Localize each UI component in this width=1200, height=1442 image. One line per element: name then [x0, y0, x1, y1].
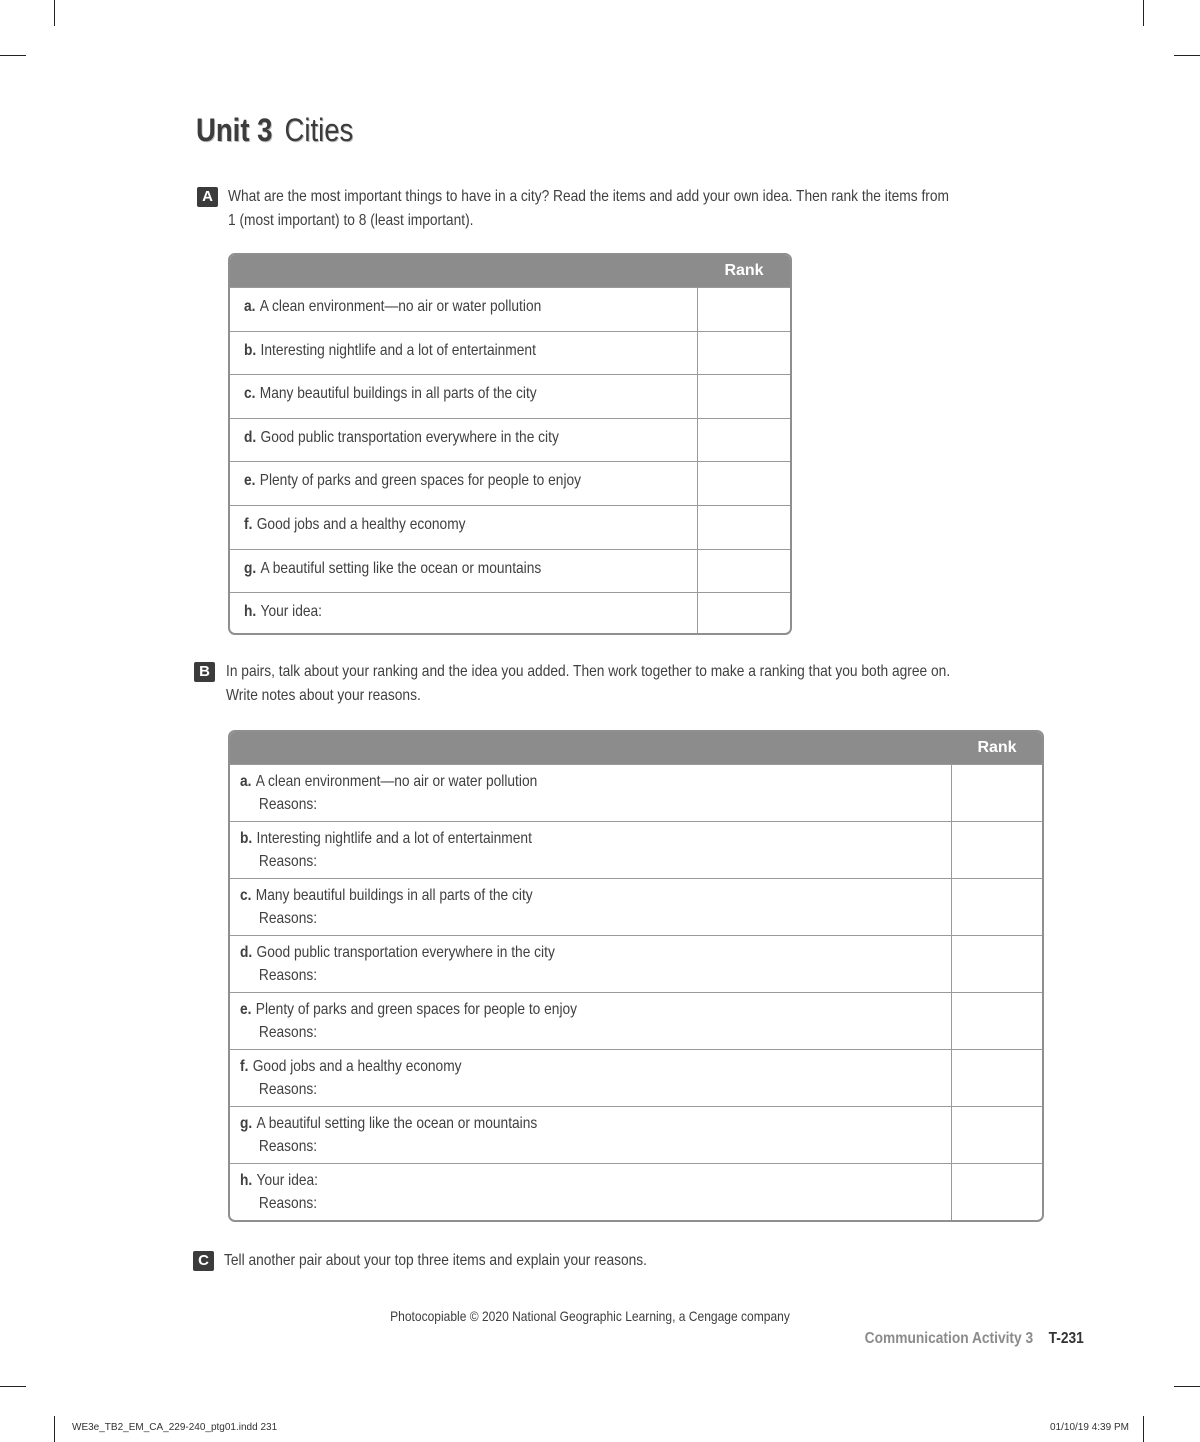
- item-text: [244, 429, 559, 447]
- page-title: [196, 112, 353, 149]
- item-letter: b.: [240, 830, 253, 847]
- item-letter: h.: [244, 603, 257, 621]
- page-footer: [865, 1330, 1084, 1348]
- rank-input-cell[interactable]: [951, 993, 1042, 1049]
- ranking-table-a: [228, 253, 792, 635]
- item-label: Interesting nightlife and a lot of entertainment: [260, 341, 536, 359]
- item-label: Plenty of parks and green spaces for people to enjoy: [259, 472, 582, 490]
- crop-mark: [54, 0, 55, 26]
- item-letter: d.: [240, 944, 253, 961]
- item-letter: f.: [244, 515, 253, 533]
- item-text: [244, 516, 466, 534]
- section-b-badge: B: [194, 662, 215, 682]
- rank-input-cell[interactable]: [951, 822, 1042, 878]
- reasons-label: Reasons:: [258, 796, 318, 813]
- rank-input-cell[interactable]: [697, 550, 790, 593]
- item-label: Plenty of parks and green spaces for people to enjoy: [255, 1001, 578, 1018]
- table-row: [230, 1106, 1042, 1163]
- item-line: [240, 887, 533, 904]
- table-row: [230, 1163, 1042, 1220]
- page-number: T-231: [1048, 1330, 1084, 1347]
- rank-input-cell[interactable]: [697, 462, 790, 505]
- instruction-line: Write notes about your reasons.: [226, 687, 421, 704]
- rank-input-cell[interactable]: [951, 1107, 1042, 1163]
- item-label: A beautiful setting like the ocean or mountains: [256, 1115, 538, 1132]
- rank-input-cell[interactable]: [697, 375, 790, 418]
- item-label: Many beautiful buildings in all parts of the city: [255, 887, 533, 904]
- reasons-label: Reasons:: [258, 1024, 318, 1041]
- item-label: Interesting nightlife and a lot of entertainment: [256, 830, 532, 847]
- rank-input-cell[interactable]: [951, 1164, 1042, 1220]
- crop-mark: [1174, 1386, 1200, 1387]
- item-label: A beautiful setting like the ocean or mountains: [260, 559, 542, 577]
- crop-mark: [0, 55, 26, 56]
- item-text: [244, 560, 541, 578]
- item-letter: a.: [240, 773, 252, 790]
- reasons-label: Reasons:: [258, 1138, 318, 1155]
- rank-input-cell[interactable]: [951, 765, 1042, 821]
- ranking-table-b: [228, 730, 1044, 1222]
- table-row: [230, 1049, 1042, 1106]
- item-letter: e.: [240, 1001, 252, 1018]
- table-row: [230, 287, 790, 331]
- table-header: [230, 732, 1042, 764]
- item-letter: e.: [244, 472, 256, 490]
- table-header: [230, 255, 790, 287]
- instruction-line: What are the most important things to have in a city? Read the items and add your own idea. Then rank the items from: [228, 188, 949, 205]
- item-label: Good public transportation everywhere in the city: [256, 944, 555, 961]
- item-label: Good public transportation everywhere in the city: [260, 428, 559, 446]
- reasons-label: Reasons:: [258, 1195, 318, 1212]
- rank-input-cell[interactable]: [697, 419, 790, 462]
- item-letter: b.: [244, 341, 257, 359]
- rank-input-cell[interactable]: [697, 593, 790, 635]
- table-row: [230, 331, 790, 375]
- item-label: Good jobs and a healthy economy: [252, 1058, 462, 1075]
- section-c-badge: C: [193, 1251, 214, 1271]
- unit-label: Unit 3: [196, 112, 273, 148]
- rank-input-cell[interactable]: [951, 879, 1042, 935]
- item-label: Many beautiful buildings in all parts of the city: [259, 385, 537, 403]
- rank-header: Rank: [977, 739, 1017, 756]
- item-text: [240, 941, 555, 987]
- item-letter: d.: [244, 428, 257, 446]
- rank-header: Rank: [724, 262, 764, 279]
- item-line: [240, 944, 555, 961]
- item-label: Good jobs and a healthy economy: [256, 515, 466, 533]
- instruction-line: In pairs, talk about your ranking and the idea you added. Then work together to make a ranking that you both agree on.: [226, 663, 951, 680]
- item-letter: h.: [240, 1172, 253, 1189]
- item-text: [240, 827, 532, 873]
- item-label: Your idea:: [256, 1172, 318, 1189]
- table-row: [230, 592, 790, 635]
- reasons-label: Reasons:: [258, 910, 318, 927]
- item-text: [244, 603, 322, 621]
- item-line: [240, 773, 537, 790]
- table-row: [230, 992, 1042, 1049]
- item-line: [240, 1058, 462, 1075]
- rank-input-cell[interactable]: [697, 288, 790, 331]
- reasons-label: Reasons:: [258, 853, 318, 870]
- table-row: [230, 878, 1042, 935]
- item-letter: c.: [240, 887, 252, 904]
- item-text: [244, 342, 536, 360]
- item-text: [244, 385, 537, 403]
- footer-section-label: Communication Activity 3: [864, 1330, 1034, 1347]
- rank-input-cell[interactable]: [697, 332, 790, 375]
- section-b-instruction: [226, 660, 950, 708]
- item-letter: f.: [240, 1058, 249, 1075]
- crop-mark: [1143, 1416, 1144, 1442]
- item-letter: g.: [240, 1115, 253, 1132]
- rank-input-cell[interactable]: [951, 1050, 1042, 1106]
- reasons-label: Reasons:: [258, 1081, 318, 1098]
- item-label: Your idea:: [260, 603, 322, 621]
- item-line: [240, 1001, 577, 1018]
- section-c-instruction: Tell another pair about your top three items and explain your reasons.: [224, 1252, 647, 1269]
- item-text: [244, 472, 581, 490]
- rank-input-cell[interactable]: [951, 936, 1042, 992]
- item-letter: c.: [244, 385, 256, 403]
- reasons-label: Reasons:: [258, 967, 318, 984]
- crop-mark: [0, 1386, 26, 1387]
- section-a-instruction: [228, 185, 949, 233]
- table-row: [230, 374, 790, 418]
- file-slug: WE3e_TB2_EM_CA_229-240_ptg01.indd 231: [72, 1422, 278, 1433]
- crop-mark: [1174, 55, 1200, 56]
- item-label: A clean environment—no air or water pollution: [255, 773, 538, 790]
- table-row: [230, 549, 790, 593]
- table-row: [230, 764, 1042, 821]
- crop-mark: [54, 1416, 55, 1442]
- table-row: [230, 821, 1042, 878]
- item-line: [240, 1115, 537, 1132]
- item-text: [244, 298, 541, 316]
- section-a-badge: A: [197, 187, 218, 207]
- item-label: A clean environment—no air or water pollution: [259, 298, 542, 315]
- item-letter: a.: [244, 298, 256, 315]
- item-text: [240, 1112, 537, 1158]
- item-line: [240, 1172, 318, 1189]
- table-row: [230, 461, 790, 505]
- rank-input-cell[interactable]: [697, 506, 790, 549]
- item-letter: g.: [244, 559, 257, 577]
- table-row: [230, 935, 1042, 992]
- item-text: [240, 1169, 318, 1215]
- item-text: [240, 884, 533, 930]
- unit-title: Cities: [284, 112, 354, 148]
- item-line: [240, 830, 532, 847]
- date-slug: 01/10/19 4:39 PM: [1050, 1422, 1129, 1433]
- item-text: [240, 1055, 462, 1101]
- item-text: [240, 998, 577, 1044]
- item-text: [240, 770, 537, 816]
- table-row: [230, 505, 790, 549]
- copyright-credit: Photocopiable © 2020 National Geographic Learning, a Cengage company: [390, 1308, 790, 1324]
- crop-mark: [1143, 0, 1144, 26]
- table-row: [230, 418, 790, 462]
- instruction-line: 1 (most important) to 8 (least important).: [228, 212, 474, 229]
